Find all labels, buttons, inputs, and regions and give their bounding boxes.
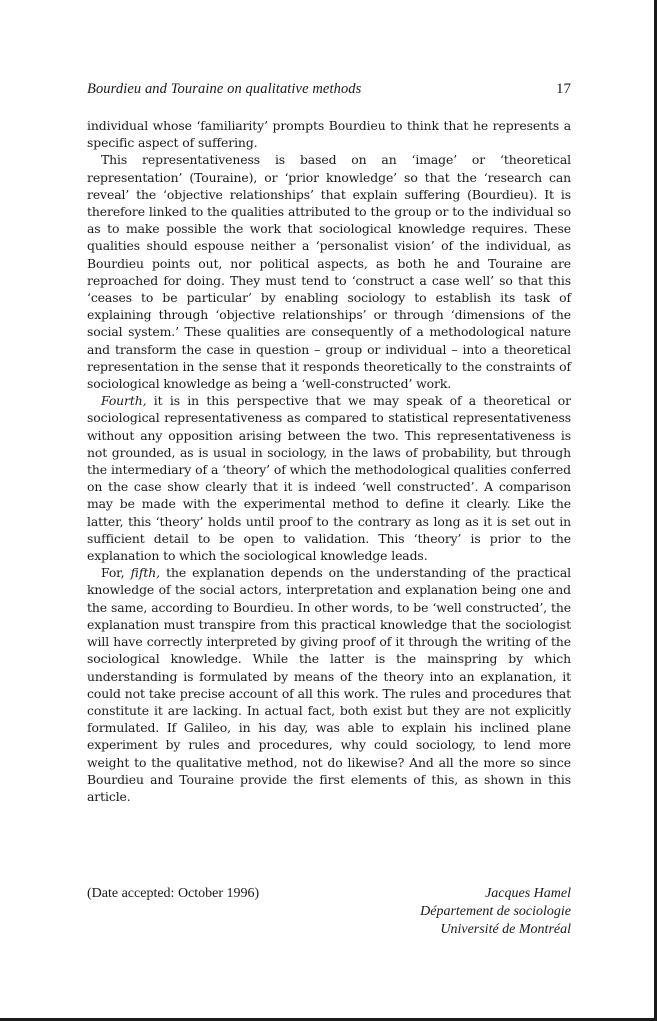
author-name: Jacques Hamel	[485, 886, 571, 901]
body-text	[87, 117, 571, 805]
paragraph-4-emphasis: fifth,	[130, 565, 160, 581]
author-university: Université de Montréal	[440, 922, 571, 937]
paragraph-1: individual whose ‘familiarity’ prompts Bourdieu to think that he represents a specific aspect of suffering.	[87, 118, 571, 151]
author-block	[420, 885, 571, 939]
paragraph-3-lead: Fourth,	[101, 393, 147, 409]
paragraph-4-text: the explanation depends on the understanding of the practical knowledge of the social actors, interpretation and explanation being one and the same, according to Bourdieu. In other words, to be ‘well constructed’, the explanation must transpire from this practical knowledge that the sociologist will have correctly interpreted by giving proof of it through the writing of the sociological knowledge. While the latter is the mainspring by which understanding is formulated by means of the theory into an explanation, it could not take precise account of all this work. The rules and procedures that constitute it are lacking. In actual fact, both exist but they are not explicitly formulated. If Galileo, in his day, was able to explain his inclined plane experiment by rules and procedures, why could sociology, to lend more weight to the qualitative method, not do likewise? And all the more so since Bourdieu and Touraine provide the first elements of this, as shown in this article.	[87, 565, 571, 804]
page-number: 17	[556, 81, 571, 97]
author-department: Département de sociologie	[420, 904, 571, 919]
page-header	[87, 81, 571, 101]
paragraph-3	[87, 392, 571, 564]
paragraph-2: This representativeness is based on an ‘image’ or ‘theoretical representation’ (Touraine), or ‘prior knowledge’ so that the ‘research can reveal’ the ‘objective relationships’ that explain suffering (Bourdieu). It is therefore linked to the qualities attributed to the group or to the individual so as to make possible the work that sociological knowledge requires. These qualities should espouse neither a ‘personalist vision’ of the individual, as Bourdieu points out, nor political aspects, as both he and Touraine are reproached for doing. They must tend to ‘construct a case well’ so that this ‘ceases to be particular’ by enabling sociology to establish its task of explaining through ‘objective relationships’ or through ‘dimensions of the social system.’ These qualities are consequently of a methodological nature and transform the case in question – group or individual – into a theoretical representation in the sense that it responds theoretically to the constraints of sociological knowledge as being a ‘well-constructed’ work.	[87, 152, 571, 392]
paragraph-4	[87, 564, 571, 805]
paragraph-4-pre: For,	[101, 565, 131, 581]
date-accepted: (Date accepted: October 1996)	[87, 886, 260, 901]
article-footer	[87, 885, 571, 945]
running-title: Bourdieu and Touraine on qualitative methods	[87, 81, 362, 97]
paragraph-3-text: it is in this perspective that we may speak of a theoretical or sociological representativeness as compared to statistical representativeness without any opposition arising between the two. This representativeness is not grounded, as is usual in sociology, in the laws of probability, but through the intermediary of a ‘theory’ of which the methodological qualities conferred on the case show clearly that it is indeed ‘well constructed’. A comparison may be made with the experimental method to define it clearly. Like the latter, this ‘theory’ holds until proof to the contrary as long as it is set out in sufficient detail to be open to validation. This ‘theory’ is prior to the explanation to which the sociological knowledge leads.	[87, 393, 571, 564]
